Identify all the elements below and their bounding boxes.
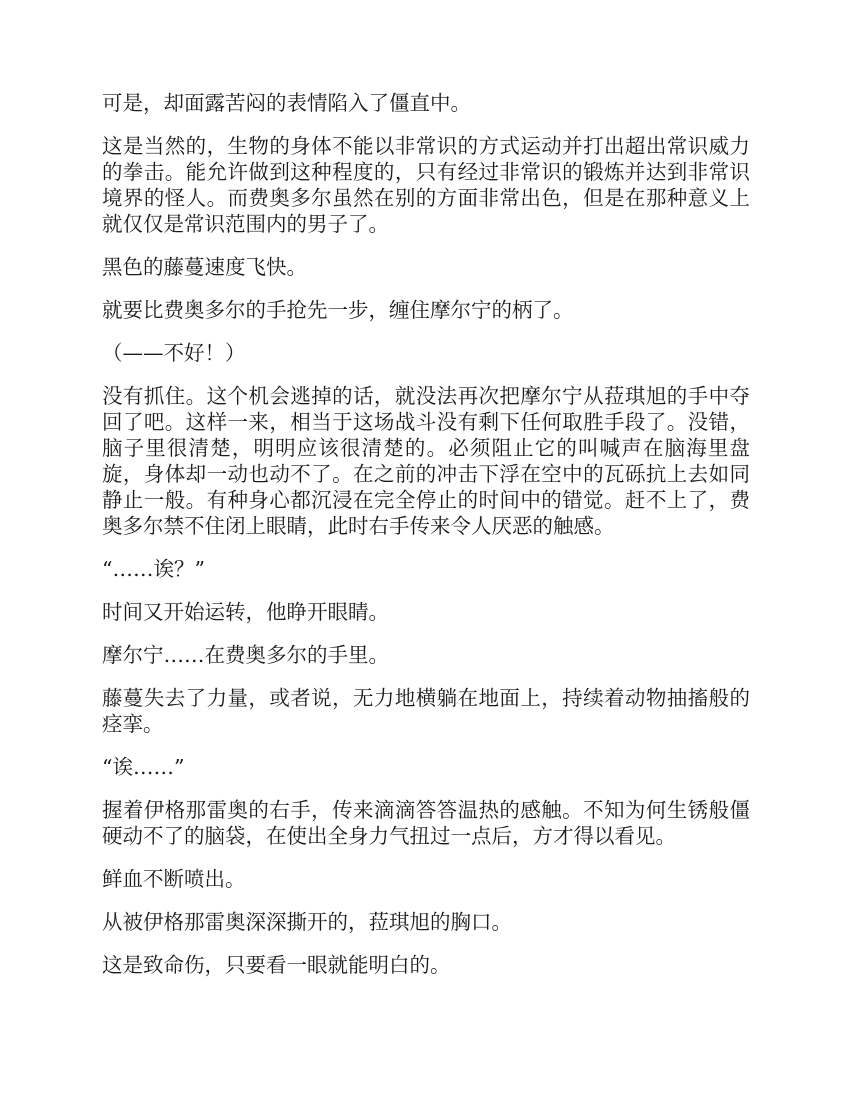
paragraph: 可是，却面露苦闷的表情陷入了僵直中。	[102, 91, 471, 115]
paragraph: 时间又开始运转，他睁开眼睛。	[102, 600, 389, 624]
paragraph: “……诶？”	[102, 557, 205, 581]
paragraph: 从被伊格那雷奥深深撕开的，菈琪旭的胸口。	[102, 910, 512, 934]
paragraph: 握着伊格那雷奥的右手，传来滴滴答答温热的感触。不知为何生锈般僵硬动不了的脑袋，在使出全身力气扭过一点后，方才得以看见。	[102, 798, 750, 848]
paragraph: 摩尔宁……在费奥多尔的手里。	[102, 643, 389, 667]
paragraph: 没有抓住。这个机会逃掉的话，就没法再次把摩尔宁从菈琪旭的手中夺回了吧。这样一来，相当于这场战斗没有剩下任何取胜手段了。没错，脑子里很清楚，明明应该很清楚的。必须阻止它的叫喊声在脑海里盘旋，身体却一动也动不了。在之前的冲击下浮在空中的瓦砾抗上去如同静止一般。有种身心都沉浸在完全停止的时间中的错觉。赶不上了，费奥多尔禁不住闭上眼睛，此时右手传来令人厌恶的触感。	[102, 384, 750, 538]
paragraph: 这是致命伤，只要看一眼就能明白的。	[102, 953, 451, 977]
paragraph: 就要比费奥多尔的手抢先一步，缠住摩尔宁的柄了。	[102, 298, 574, 322]
paragraph: （——不好！）	[102, 341, 246, 365]
paragraph: “诶……”	[102, 755, 185, 779]
document-page	[102, 90, 750, 995]
paragraph: 这是当然的，生物的身体不能以非常识的方式运动并打出超出常识威力的拳击。能允许做到这种程度的，只有经过非常识的锻炼并达到非常识境界的怪人。而费奥多尔虽然在别的方面非常出色，但是在那种意义上就仅仅是常识范围内的男子了。	[102, 134, 750, 236]
paragraph: 黑色的藤蔓速度飞快。	[102, 255, 307, 279]
paragraph: 藤蔓失去了力量，或者说，无力地横躺在地面上，持续着动物抽搐般的痉挛。	[102, 686, 750, 736]
paragraph: 鲜血不断喷出。	[102, 867, 246, 891]
